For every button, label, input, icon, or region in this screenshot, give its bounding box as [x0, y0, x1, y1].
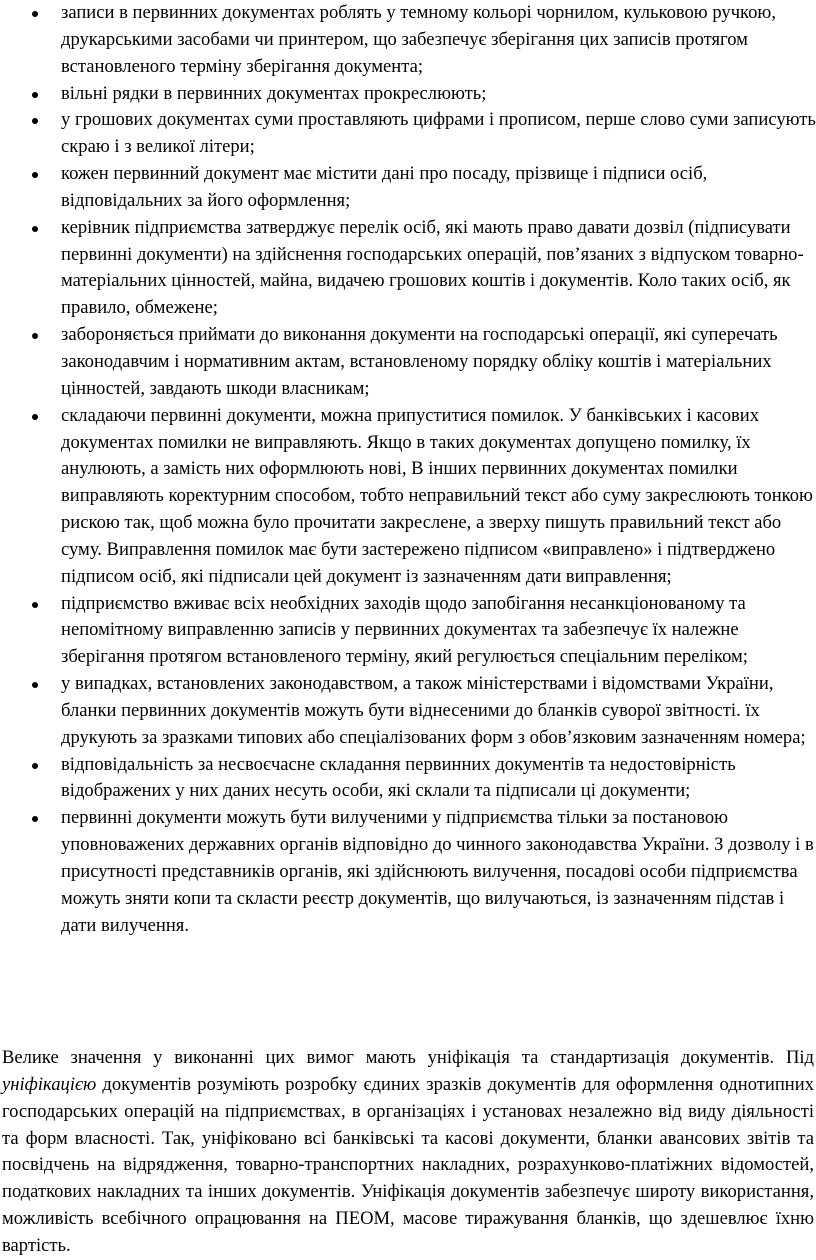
list-item — [0, 215, 816, 322]
bullet-icon — [32, 226, 38, 232]
bullet-icon — [32, 92, 38, 98]
bullet-icon — [32, 172, 38, 178]
list-item — [0, 671, 816, 752]
list-item-text: складаючи первинні документи, можна припуститися помилок. У банківських і касових документах помилки не виправляють. Якщо в таких документах допущено помилку, їх анулюють, а замість них оформлюють нові, В інших первинних документах помилки виправляють коректурним способом, тобто неправильний текст або суму закреслюють тонкою рискою так, щоб можна було прочитати закреслене, а зверху пишуть правильний текст або суму. Виправлення помилок має бути застережено підписом «виправлено» і підтверджено підписом осіб, які підписали цей документ із зазначенням дати виправлення; — [61, 404, 813, 587]
list-item — [0, 81, 816, 108]
list-item — [0, 805, 816, 939]
bullet-icon — [32, 11, 38, 17]
list-item-text: кожен первинний документ має містити дані про посаду, прізвище і підписи осіб, відповідальних за його оформлення; — [61, 163, 708, 211]
list-item-text: первинні документи можуть бути вилученими у підприємства тільки за постановою уповноважених державних органів відповідно до чинного законодавства України. З дозволу і в присутності представників органів, які здійснюють вилучення, посадові особи підприємства можуть зняти копи та скласти реєстр документів, що вилучаються, із зазначенням підстав і дати вилучення. — [61, 807, 814, 936]
list-item-text: керівник підприємства затверджує перелік осіб, які мають право давати дозвіл (підписувати первинні документи) на здійснення господарських операцій, пов’язаних з відпуском товарно-матеріальних цінностей, майна, видачею грошових коштів і документів. Коло таких осіб, як правило, обмежене; — [61, 216, 804, 319]
list-item — [0, 322, 816, 403]
paragraph-text-start: Велике значення у виконанні цих вимог мають уніфікація та стандартизація документів. Під — [2, 1047, 814, 1068]
emphasized-term: уніфікацією — [2, 1073, 97, 1095]
list-item — [0, 0, 816, 81]
bullet-icon — [32, 682, 38, 688]
bullet-icon — [32, 763, 38, 769]
bullet-icon — [32, 118, 38, 124]
list-item — [0, 752, 816, 806]
list-item — [0, 107, 816, 161]
list-item-text: забороняється приймати до виконання документи на господарські операції, які суперечать законодавчим і нормативним актам, встановленому порядку обліку коштів і матеріальних цінностей, завдають шкоди власникам; — [61, 324, 778, 399]
list-item-text: у випадках, встановлених законодавством, а також міністерствами і відомствами України, бланки первинних документів можуть бути віднесеними до бланків суворої звітності. їх друкують за зразками типових або спеціалізованих форм з обов’язковим зазначенням номера; — [61, 673, 806, 748]
bullet-icon — [32, 602, 38, 608]
list-item — [0, 403, 816, 591]
paragraph-text-end: документів розуміють розробку єдиних зразків документів для оформлення однотипних господарських операцій на підприємствах, в організаціях і установах незалежно від виду діяльності та форм власності. Так, уніфіковано всі банківські та касові документи, бланки авансових звітів та посвідчень на відрядження, товарно-транспортних накладних, розрахунково-платіжних відомостей, податкових накладних та інших документів. Уніфікація документів забезпечує широту використання, можливість всебічного опрацювання на ПЕОМ, масове тиражування бланків, що здешевлює їхню вартість. — [2, 1073, 814, 1256]
list-item — [0, 161, 816, 215]
list-item-text: вільні рядки в первинних документах прокреслюють; — [61, 82, 487, 104]
list-item-text: відповідальність за несвоєчасне складання первинних документів та недостовірність відображених у них даних несуть особи, які склали та підписали ці документи; — [61, 753, 736, 802]
bullet-icon — [32, 816, 38, 822]
list-item-text: у грошових документах суми проставляють цифрами і прописом, перше слово суми записують скраю і з великої літери; — [61, 109, 816, 158]
list-item — [0, 591, 816, 672]
list-item-text: записи в первинних документах роблять у темному кольорі чорнилом, кульковою ручкою, друкарськими засобами чи принтером, що забезпечує зберігання цих записів протягом встановленого терміну зберігання документа; — [61, 2, 776, 77]
unification-paragraph — [2, 1045, 814, 1260]
bullet-icon — [32, 333, 38, 339]
list-item-text: підприємство вживає всіх необхідних заходів щодо запобігання несанкціонованому та непомітному виправленню записів у первинних документах та забезпечує їх належне зберігання протягом встановленого терміну, який регулюється спеціальним переліком; — [61, 592, 748, 668]
bullet-icon — [32, 414, 38, 420]
